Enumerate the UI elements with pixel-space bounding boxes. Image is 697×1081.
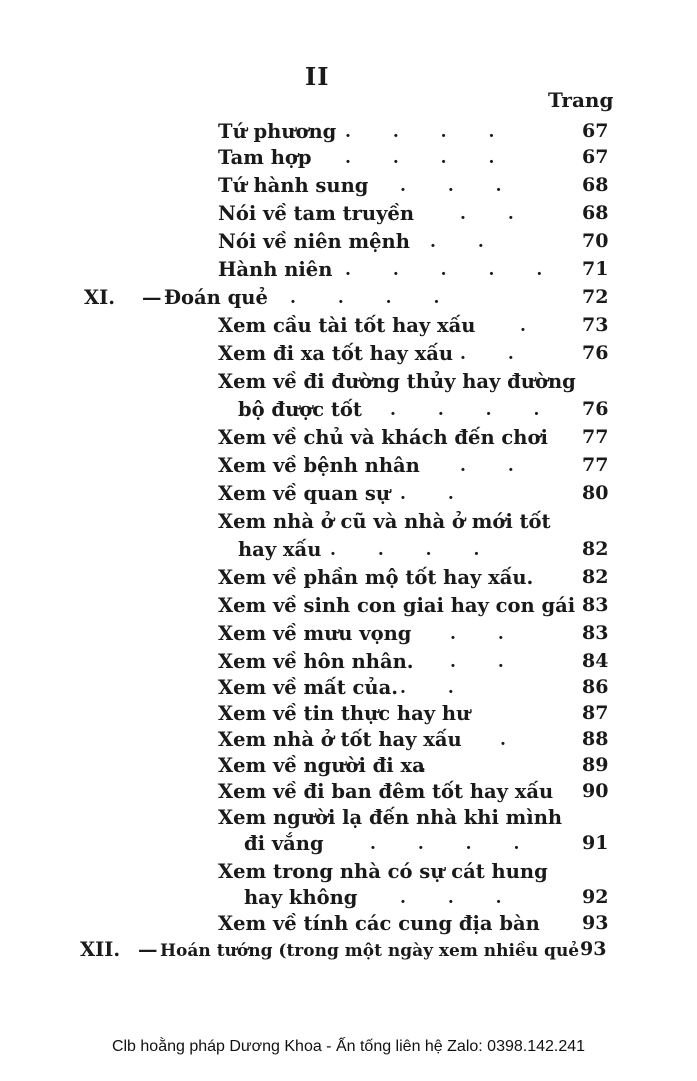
toc-entry-title: bộ được tốt [238, 398, 362, 421]
toc-page-number: 84 [582, 650, 609, 672]
toc-page-number: 76 [582, 398, 609, 420]
toc-page-number: 92 [582, 886, 609, 908]
dot-leader: . . . . [345, 148, 513, 168]
toc-entry [218, 862, 548, 882]
toc-entry-title: đi vắng [244, 832, 324, 855]
toc-entry-title: Xem cầu tài tốt hay xấu [218, 314, 476, 337]
toc-entry-title: Xem về tin thực hay hư [218, 702, 471, 725]
toc-entry-title: Xem về sinh con giai hay con gái [218, 594, 576, 617]
toc-entry-title: Xem về người đi xa [218, 754, 425, 777]
toc-entry [218, 808, 562, 828]
toc-entry-title: Xem về quan sự [218, 482, 391, 505]
toc-entry [218, 678, 398, 698]
toc-page-number: 68 [582, 202, 609, 224]
dot-leader: . . . . [345, 122, 513, 142]
section-dash: — [142, 286, 162, 309]
toc-entry-title: Đoán quẻ [164, 286, 268, 309]
toc-page-number: 90 [582, 780, 609, 802]
toc-page-number: 82 [582, 538, 609, 560]
dot-leader: . . [430, 232, 502, 252]
dot-leader: . . . [400, 176, 520, 196]
dot-leader: . . [450, 652, 522, 672]
dot-leader: . . [450, 624, 522, 644]
toc-entry [238, 540, 321, 560]
toc-entry [218, 568, 533, 588]
toc-entry-title: Xem về đi đường thủy hay đường [218, 370, 576, 393]
page-column-heading: Trang [548, 88, 614, 112]
toc-page-number: 70 [582, 230, 609, 252]
toc-entry-title: Xem nhà ở tốt hay xấu [218, 728, 462, 751]
toc-entry [238, 400, 362, 420]
toc-entry-title: Hoán tướng (trong một ngày xem nhiều quẻ [160, 941, 580, 961]
toc-entry-title: Tứ phương [218, 120, 337, 143]
toc-page-number: 83 [582, 622, 609, 644]
toc-entry [218, 756, 425, 776]
toc-entry-title: Xem người lạ đến nhà khi mình [218, 806, 563, 829]
dot-leader: . . . . [390, 400, 558, 420]
toc-entry-title: Xem về phần mộ tốt hay xấu. [218, 566, 534, 589]
toc-page-number: 86 [582, 676, 609, 698]
toc-entry [218, 316, 475, 336]
toc-page-number: 89 [582, 754, 609, 776]
toc-page-number: 93 [580, 938, 607, 960]
dot-leader: . . [400, 678, 472, 698]
toc-page-number: 83 [582, 594, 609, 616]
toc-page-number: 80 [582, 482, 609, 504]
toc-entry-title: Tứ hành sung [218, 174, 369, 197]
dot-leader: . . . . [330, 540, 498, 560]
toc-entry [218, 204, 414, 224]
dot-leader: . . [400, 484, 472, 504]
toc-page-number: 76 [582, 342, 609, 364]
toc-entry [218, 624, 411, 644]
toc-entry [218, 372, 576, 392]
dot-leader: . . . . . [345, 260, 561, 280]
toc-entry [218, 782, 553, 802]
toc-page-number: 88 [582, 728, 609, 750]
toc-entry-title: Xem về mất của. [218, 676, 399, 699]
toc-page-number: 77 [582, 454, 609, 476]
toc-entry [218, 704, 470, 724]
toc-entry [218, 512, 551, 532]
toc-entry-title: Xem trong nhà có sự cát hung [218, 860, 548, 883]
toc-entry-title: hay xấu [238, 538, 322, 561]
toc-entry-title: Xem về tính các cung địa bàn [218, 912, 540, 935]
toc-entry-title: Xem về mưu vọng [218, 622, 412, 645]
dot-leader: . . [460, 204, 532, 224]
toc-page-number: 73 [582, 314, 609, 336]
toc-entry [218, 652, 414, 672]
dot-leader: . [420, 756, 444, 776]
toc-page-number: 91 [582, 832, 609, 854]
toc-section-entry [84, 288, 268, 308]
toc-entry-title: Tam hợp [218, 146, 312, 169]
toc-entry-title: Xem về hôn nhân. [218, 650, 414, 673]
section-dash: — [138, 938, 158, 961]
toc-page-number: 77 [582, 426, 609, 448]
toc-page-number: 82 [582, 566, 609, 588]
section-number: XII. [80, 938, 121, 961]
toc-entry-title: Xem về bệnh nhân [218, 454, 420, 477]
toc-entry [218, 344, 453, 364]
toc-entry [218, 730, 462, 750]
toc-entry-title: Xem nhà ở cũ và nhà ở mới tốt [218, 510, 551, 533]
toc-page-number: 71 [582, 258, 609, 280]
toc-entry [218, 232, 410, 252]
dot-leader: . . . . [290, 288, 458, 308]
dot-leader: . . [460, 456, 532, 476]
toc-entry-title: Xem về đi ban đêm tốt hay xấu [218, 780, 554, 803]
toc-entry [218, 260, 332, 280]
toc-entry-title: Hành niên [218, 258, 333, 281]
page-number: II [305, 62, 330, 91]
toc-section-entry [80, 940, 579, 960]
dot-leader: . [520, 316, 544, 336]
toc-entry [244, 834, 324, 854]
toc-entry-title: Xem về chủ và khách đến chơi [218, 426, 548, 449]
toc-entry [218, 148, 312, 168]
toc-entry [244, 888, 357, 908]
footer-text: Clb hoằng pháp Dương Khoa - Ấn tống liên hệ Zalo: 0398.142.241 [111, 1038, 586, 1055]
toc-entry [218, 914, 540, 934]
toc-page-number: 93 [582, 912, 609, 934]
dot-leader: . . [460, 344, 532, 364]
toc-page-number: 87 [582, 702, 609, 724]
dot-leader: . . . [400, 888, 520, 908]
toc-page-number: 67 [582, 146, 609, 168]
toc-entry-title: Xem đi xa tốt hay xấu [218, 342, 454, 365]
dot-leader: . . . . [370, 834, 538, 854]
toc-entry [218, 176, 368, 196]
toc-page-number: 67 [582, 120, 609, 142]
toc-entry-title: Nói về tam truyền [218, 202, 414, 225]
toc-page-number: 72 [582, 286, 609, 308]
toc-entry [218, 122, 336, 142]
toc-entry-title: hay không [244, 886, 358, 909]
toc-entry [218, 456, 420, 476]
toc-entry [218, 428, 548, 448]
toc-page-number: 68 [582, 174, 609, 196]
toc-entry-title: Nói về niên mệnh [218, 230, 410, 253]
section-number: XI. [84, 286, 116, 309]
toc-entry [218, 596, 575, 616]
dot-leader: . [500, 730, 524, 750]
toc-entry [218, 484, 390, 504]
